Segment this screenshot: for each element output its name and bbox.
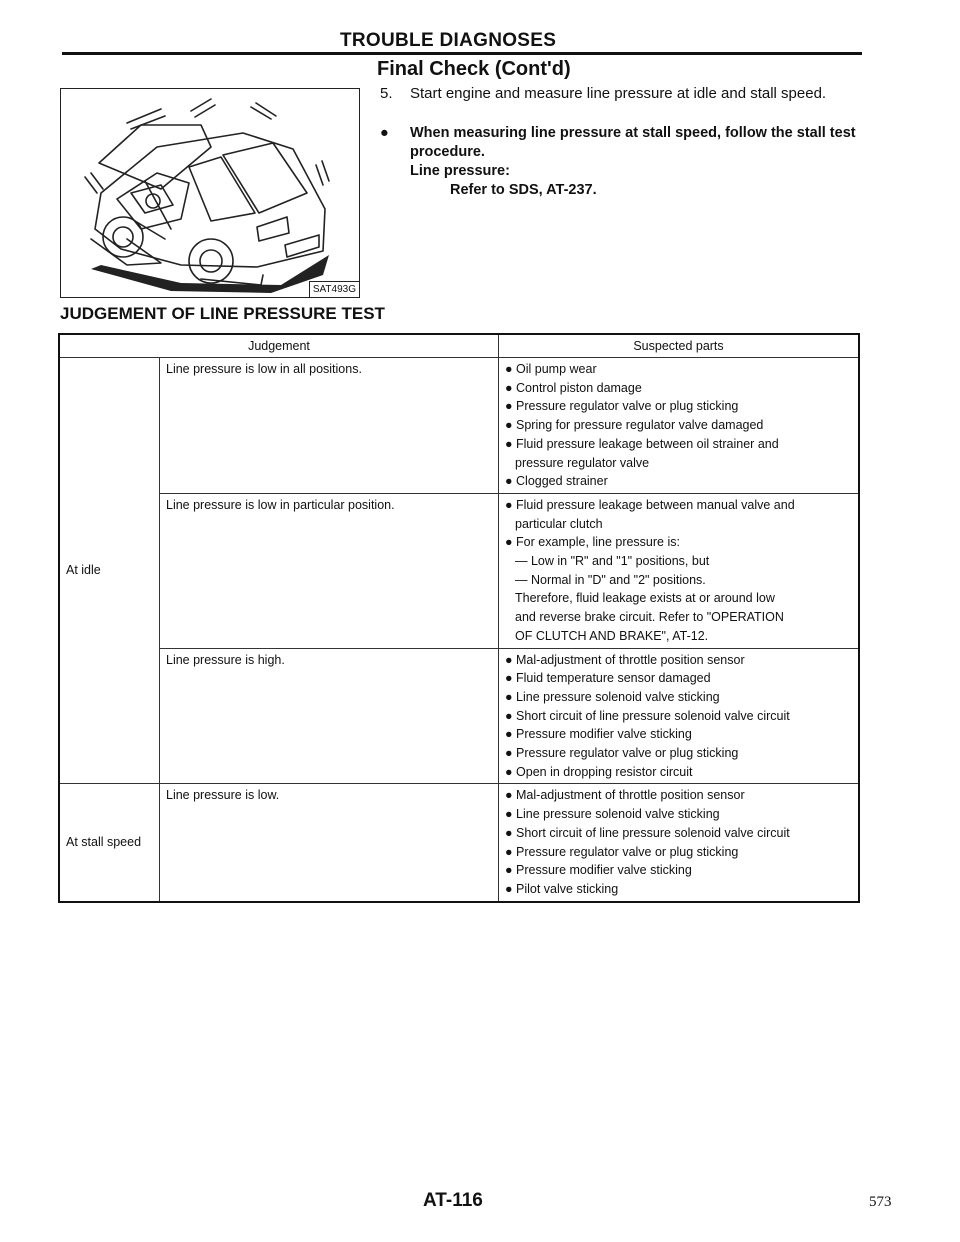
part-item: Therefore, fluid leakage exists at or around low (515, 591, 775, 606)
part-item: ● Open in dropping resistor circuit (505, 764, 693, 779)
parts-cell (499, 493, 860, 648)
part-item: particular clutch (515, 516, 603, 531)
part-item: ● Clogged strainer (505, 474, 608, 489)
header-judgement: Judgement (59, 334, 499, 358)
judgement-cell: Line pressure is high. (160, 648, 499, 784)
figure-code: SAT493G (309, 281, 359, 297)
part-item: ● Pressure regulator valve or plug sticking (505, 746, 739, 761)
header-title: TROUBLE DIAGNOSES (340, 30, 557, 51)
step-text: Start engine and measure line pressure at idle and stall speed. (410, 85, 827, 102)
part-item: ● Fluid pressure leakage between manual valve and (505, 497, 795, 512)
judgement-cell: Line pressure is low in particular position. (160, 493, 499, 648)
page-number: AT-116 (423, 1190, 483, 1211)
header-rule (62, 52, 862, 55)
table-title: JUDGEMENT OF LINE PRESSURE TEST (60, 304, 385, 323)
part-item: ● Spring for pressure regulator valve damaged (505, 418, 764, 433)
step-number: 5. (380, 85, 393, 102)
note-bullet: ● (380, 125, 389, 141)
part-item: ● Fluid pressure leakage between oil strainer and (505, 436, 779, 451)
part-item: ● Line pressure solenoid valve sticking (505, 807, 720, 822)
figure-box (60, 88, 360, 298)
part-item: ● Pressure modifier valve sticking (505, 727, 692, 742)
part-item: ● Pilot valve sticking (505, 881, 619, 896)
part-item: ● Mal-adjustment of throttle position sensor (505, 788, 745, 803)
car-with-open-hood-illustration (61, 89, 359, 297)
table-row (59, 358, 859, 494)
part-item: ● Line pressure solenoid valve sticking (505, 689, 720, 704)
part-item: ● Short circuit of line pressure solenoid valve circuit (505, 708, 790, 723)
note-label: Line pressure: (410, 163, 510, 179)
condition-at-stall-speed: At stall speed (59, 784, 160, 902)
folio-number: 573 (869, 1194, 892, 1210)
part-item: ● Pressure regulator valve or plug sticking (505, 399, 739, 414)
part-item: ● Short circuit of line pressure solenoid valve circuit (505, 825, 790, 840)
part-item: OF CLUTCH AND BRAKE", AT-12. (515, 628, 709, 643)
parts-cell (499, 784, 860, 902)
note-reference: Refer to SDS, AT-237. (450, 182, 597, 198)
table-row (59, 493, 859, 648)
judgement-cell: Line pressure is low in all positions. (160, 358, 499, 494)
condition-at-idle: At idle (59, 358, 160, 784)
part-item: ● Pressure modifier valve sticking (505, 863, 692, 878)
header-suspected-parts: Suspected parts (499, 334, 860, 358)
part-item: ● For example, line pressure is: (505, 535, 680, 550)
section-title: Final Check (Cont'd) (377, 58, 571, 80)
stall-note (380, 124, 870, 200)
part-item: ● Mal-adjustment of throttle position sensor (505, 652, 745, 667)
table-header-row (59, 334, 859, 358)
table-row (59, 648, 859, 784)
judgement-cell: Line pressure is low. (160, 784, 499, 902)
judgement-table (58, 333, 860, 903)
table-row (59, 784, 859, 902)
step-5 (380, 84, 870, 104)
part-item: pressure regulator valve (515, 455, 650, 470)
part-item: ● Control piston damage (505, 380, 642, 395)
part-item: ● Fluid temperature sensor damaged (505, 671, 711, 686)
part-item: — Low in "R" and "1" positions, but (515, 554, 710, 569)
note-text: When measuring line pressure at stall speed, follow the stall test procedure. (410, 125, 856, 160)
part-item: and reverse brake circuit. Refer to "OPERATION (515, 610, 784, 625)
parts-cell (499, 648, 860, 784)
part-item: ● Oil pump wear (505, 362, 597, 376)
part-item: ● Pressure regulator valve or plug sticking (505, 844, 739, 859)
part-item: — Normal in "D" and "2" positions. (515, 572, 706, 587)
parts-cell (499, 358, 860, 494)
